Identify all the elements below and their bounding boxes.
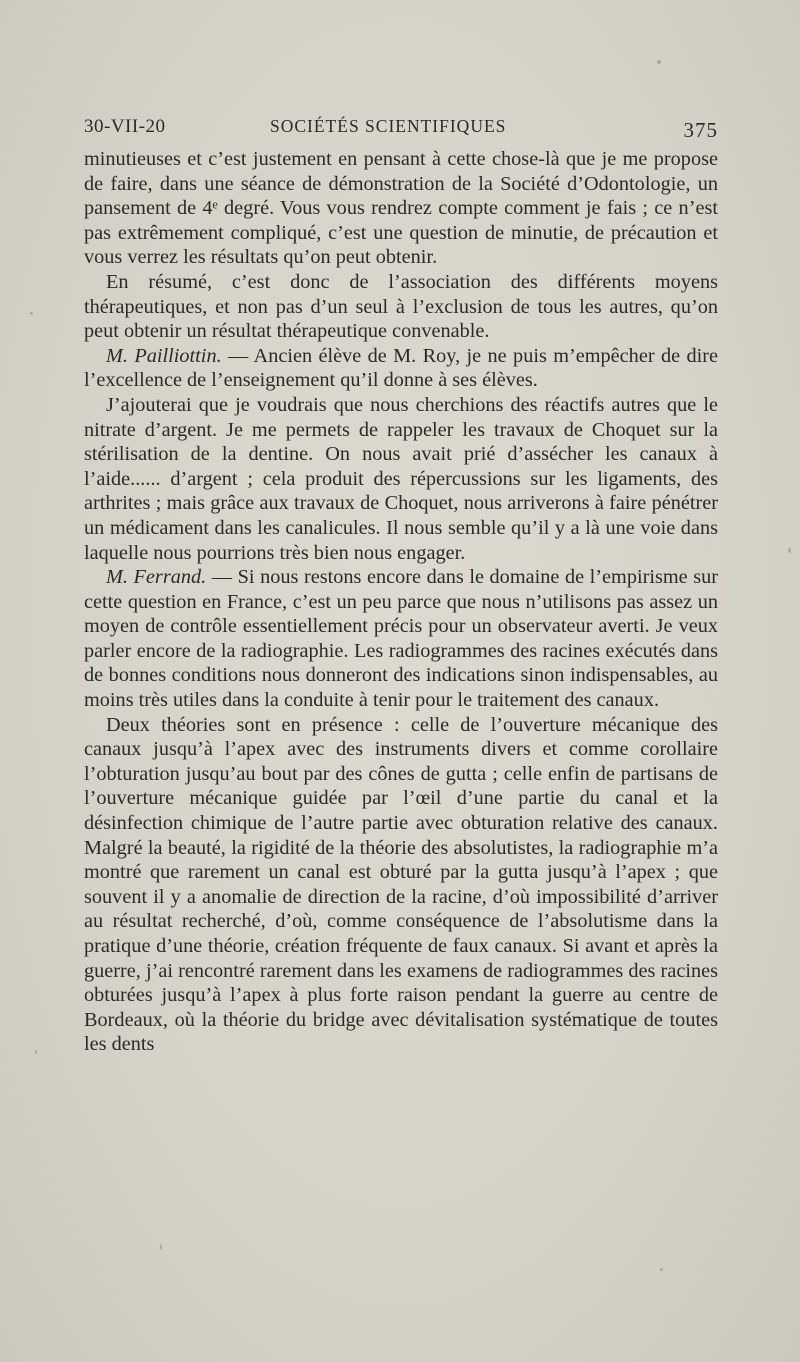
header-title: SOCIÉTÉS SCIENTIFIQUES (270, 116, 507, 136)
paragraph-text: — Ancien élève de M. Roy, je ne puis m’empêcher de dire l’excellence de l’enseignement qu’il donne à ses élèves. (84, 344, 718, 392)
paragraph-pailliottin (84, 344, 718, 393)
header-date: 30-VII-20 (84, 116, 166, 137)
paper-speck (788, 548, 791, 553)
page-number: 375 (683, 118, 718, 142)
paragraph-summary (84, 270, 718, 344)
paragraph-text: En résumé, c’est donc de l’association des différents moyens thérapeutiques, et non pas d’un seul à l’exclusion de tous les autres, qu’on peut obtenir un résultat thérapeutique convenable. (84, 270, 718, 343)
body-text (84, 147, 718, 1057)
speaker-name: M. Ferrand. (106, 566, 207, 589)
paragraph-text: Deux théories sont en présence : celle de l’ouverture mécanique des canaux jusqu’à l’apex avec des instruments divers et comme corollaire l’obturation jusqu’au bout par des cônes de gutta ; celle enfin de partisans de l’ouverture mécanique guidée par l’œil d’une partie du canal et la désinfection chimique de l’autre partie avec obturation relative des canaux. Malgré la beauté, la rigidité de la théorie des absolutistes, la radiographie m’a montré que rarement un canal est obturé par la gutta jusqu’à l’apex ; que souvent il y a anomalie de direction de la racine, d’où impossibilité d’arriver au résultat recherché, d’où, comme conséquence de l’absolutisme dans la pratique d’une théorie, création fréquente de faux canaux. Si avant et après la guerre, j’ai rencontré rarement dans les examens de radiogrammes des racines obturées jusqu’à l’apex à plus forte raison pendant la guerre au centre de Bordeaux, où la théorie du bridge avec dévitalisation systématique de toutes les dents (84, 713, 718, 1056)
paper-speck (160, 1244, 162, 1250)
paragraph-theories (84, 713, 718, 1057)
paper-speck (660, 1268, 663, 1271)
speaker-name: M. Pailliottin. (106, 344, 222, 367)
paragraph-text: — Si nous restons encore dans le domaine de l’empirisme sur cette question en France, c’est un peu parce que nous n’utilisons pas assez un moyen de contrôle essentiellement précis pour un observateur averti. Je veux parler encore de la radiographie. Les radiogrammes des racines exécutés dans de bonnes conditions nous donneront des indications sinon indispensables, au moins très utiles dans la conduite à tenir pour le traitement des canaux. (84, 566, 719, 712)
paragraph-reactifs (84, 393, 718, 565)
paragraph-continuation (84, 147, 718, 270)
paper-speck (35, 1050, 37, 1054)
paper-speck (657, 60, 661, 64)
paragraph-ferrand (84, 565, 718, 713)
paragraph-text: J’ajouterai que je voudrais que nous cherchions des réactifs autres que le nitrate d’argent. Je me permets de rappeler les travaux de Choquet sur la stérilisation de la dentine. On nous avait prié d’assécher les canaux à l’aide...... d’argent ; cela produit des répercussions sur les ligaments, des arthrites ; mais grâce aux travaux de Choquet, nous arriverons à faire pénétrer un médicament dans les canalicules. Il nous semble qu’il y a là une voie dans laquelle nous pourrions très bien nous engager. (84, 393, 718, 564)
running-header (84, 112, 718, 142)
paragraph-text: minutieuses et c’est justement en pensant à cette chose-là que je me propose de faire, dans une séance de démonstration de la Société d’Odontologie, un pansement de 4ᵉ degré. Vous vous rendrez compte comment je fais ; ce n’est pas extrêmement compliqué, c’est une question de minutie, de précaution et vous verrez les résultats qu’on peut obtenir. (84, 148, 718, 269)
paper-speck (30, 312, 33, 315)
